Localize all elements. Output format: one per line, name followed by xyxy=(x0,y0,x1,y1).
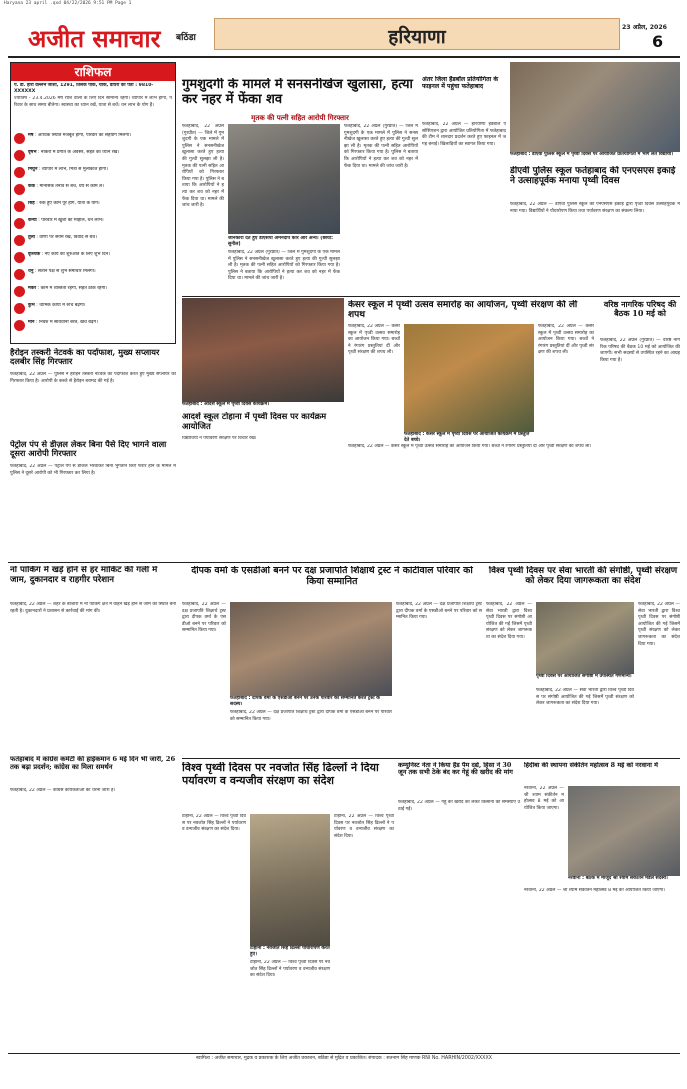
print-header: Haryana 23 april .qxd 04/22/2026 9:51 PM Page 1 xyxy=(4,1,132,6)
sign-text: काम में व्यस्तता रहेगी, सेहत ठीक रहेगी। xyxy=(40,286,107,291)
headline-senior-citizens: वरिष्ठ नागरिक परिषद की बैठक 10 मई को xyxy=(603,300,677,319)
article-body: फतेहाबाद, 22 अप्रैल — पुलिस ने हैरोइन तस्करी नेटवर्क का पर्दाफाश करते हुए मुख्य सप्लायर को गिरफ्तार किया है। आरोपी के कब्जे से हैरोइन बरामद की गई है। xyxy=(10,372,176,384)
headline-seva-bharati: विश्व पृथ्वी दिवस पर सेवा भारती की संगोष्ठी, पृथ्वी संरक्षण को लेकर दिया जागरूकता का संदेश xyxy=(488,566,678,587)
headline-heroin-network: हैरोइन तस्करी नेटवर्क का पर्दाफाश, मुख्य सप्लायर दलबीर सिंह गिरफ्तार xyxy=(10,348,160,367)
rashifal-sign: सिंह : रुके हुए काम पूरे होंगे, यात्रा के योग। xyxy=(14,201,172,215)
sign-text: नौकरी में प्रगति के अवसर, सेहत का ध्यान रखें। xyxy=(40,150,120,155)
sign-text: व्यापार में लाभ, मित्रों से मुलाकात होगी। xyxy=(41,167,108,172)
masthead-date: 23 अप्रैल, 2026 xyxy=(622,24,667,31)
footer-imprint: स्वामित्व : अजीत समाचार, मुद्रक व प्रकाशक के लिए अजीत प्रकाशन, बठिंडा से मुद्रित व प्रकाशित। संपादक : सतनाम सिंह माणक RNI No. HARHIN/2002/XXXXX xyxy=(195,1056,493,1061)
zodiac-sign-icon xyxy=(14,167,25,178)
rashifal-title: राशिफल xyxy=(11,63,175,81)
sign-name: धनु xyxy=(28,269,34,274)
zodiac-sign-icon xyxy=(14,286,25,297)
page-number: 6 xyxy=(652,32,664,51)
article-body: फतेहाबाद, 22 अप्रैल — सेवा भारती द्वारा विश्व पृथ्वी दिवस पर संगोष्ठी आयोजित की गई जिसमें पृथ्वी संरक्षण को लेकर जागरूकता का संदेश दिया गया। xyxy=(536,688,634,707)
photo-deepak-verma xyxy=(230,602,392,696)
article-body: फतेहाबाद, 22 अप्रैल — दक्ष प्रजापति शिक्षार्थ ट्रस्ट द्वारा दीपक वर्मा के एसडीओ बनने पर परिवार को सम्मानित किया गया। xyxy=(230,710,392,722)
zodiac-sign-icon xyxy=(14,252,25,263)
rashifal-sign: मेष : आर्थिक स्थिति मजबूत होगी, परिवार का सहयोग मिलेगा। xyxy=(14,133,172,147)
sign-text: रुके हुए काम पूरे होंगे, यात्रा के योग। xyxy=(39,201,100,206)
subhead-murder-case: मृतक की पत्नी सहित आरोपी गिरफ्तार xyxy=(251,114,349,122)
caption-adarsh-school: फतेहाबाद : आदर्श स्कूल में पृथ्वी दिवस कार्यक्रम। xyxy=(182,402,270,407)
headline-deepak-verma: दीपक वर्मा के एसडीओ बनने पर दक्ष प्रजापति शिक्षार्थ ट्रस्ट ने कांटीवाल परिवार को किया सम्मानित xyxy=(191,566,473,587)
rashifal-sign: तुला : वाणी पर संयम रखें, विवाद से बचें। xyxy=(14,235,172,249)
article-body: फतेहाबाद, 22 अप्रैल (गुरप्रीत) — जिले में गुमशुदगी के एक मामले में पुलिस ने सनसनीखेज खुलासा करते हुए हत्या की गुत्थी सुलझा ली है। मृतक की पत्नी सहित आरोपियों को गिरफ्तार किया गया है। पुलिस ने बताया कि आरोपियों ने हत्या कर शव को नहर में फेंक दिया था। मामले की जांच जारी है। xyxy=(228,250,340,282)
masthead-edition: बठिंडा xyxy=(176,33,196,43)
sign-name: कर्क xyxy=(28,184,36,189)
sign-name: वृश्चिक xyxy=(28,252,41,257)
photo-navjot-dhillon xyxy=(250,814,330,946)
sign-text: धार्मिक कार्यों में रुचि बढ़ेगी। xyxy=(39,303,86,308)
article-body: फतेहाबाद, 22 अप्रैल — केसर स्कूल में पृथ्वी उत्सव समारोह का आयोजन किया गया। बच्चों ने रंगारंग प्रस्तुतियां दीं और पृथ्वी संरक्षण की शपथ ली। xyxy=(348,324,400,356)
rashifal-subtitle: पं. डॉ. हीरा वल्लभ जोशी, 1291, तिलक पार्क, चौक, डायरी का पता : 9810-XXXXXX xyxy=(14,83,154,94)
headline-kesar-school: केसर स्कूल में पृथ्वी उत्सव समारोह का आयोजन, पृथ्वी संरक्षण की ली शपथ xyxy=(348,300,578,321)
rashifal-intro: ज्योतिष - 23.4.2026 मेष राशि वालों के लिए दिन सामान्य रहेगा। व्यापार में लाभ होगा, परिवार के साथ समय बीतेगा। स्वास्थ्य का ध्यान रखें, यात्रा से बचें। धन लाभ के योग हैं। xyxy=(14,96,172,108)
section-title: हरियाणा xyxy=(388,26,446,48)
rashifal-sign: मीन : निवेश में सावधानी बरतें, खर्च बढ़ेंगे। xyxy=(14,320,172,334)
rashifal-sign: मकर : काम में व्यस्तता रहेगी, सेहत ठीक रहेगी। xyxy=(14,286,172,300)
article-body: फतेहाबाद, 22 अप्रैल — केसर स्कूल में पृथ्वी उत्सव समारोह का आयोजन किया गया। बच्चों ने रंगारंग प्रस्तुतियां दीं और पृथ्वी संरक्षण की शपथ ली। xyxy=(348,444,592,449)
caption-navjot-dhillon: टोहाना : नवजोत सिंह ढिल्लों पौधारोपण करते हुए। xyxy=(250,946,330,957)
article-body: फतेहाबाद, 22 अप्रैल — कांग्रेस कार्यकर्ताओं का धरना जारी है। xyxy=(10,788,116,793)
sign-name: मिथुन xyxy=(28,167,38,172)
sign-text: निवेश में सावधानी बरतें, खर्च बढ़ेंगे। xyxy=(38,320,98,325)
article-body: फतेहाबाद, 22 अप्रैल — दक्ष प्रजापति शिक्षार्थ ट्रस्ट द्वारा दीपक वर्मा के एसडीओ बनने पर परिवार को सम्मानित किया गया। xyxy=(182,602,226,634)
article-body: नरवाना, 22 अप्रैल — श्री श्याम संकीर्तन महोत्सव 8 मई को आयोजित किया जाएगा। xyxy=(524,888,666,893)
sign-text: संतान पक्ष से शुभ समाचार मिलेगा। xyxy=(37,269,96,274)
caption-murder-case: जानकारी देते हुए डीएसपी अमनदीप कौर और अन्य। (छाया: सुनील) xyxy=(228,236,333,247)
caption-seva-bharati: पृथ्वी दिवस पर आयोजित संगोष्ठी में उपस्थित गणमान्य। xyxy=(536,674,632,679)
article-body: टोहाना, 22 अप्रैल — विश्व पृथ्वी दिवस पर नवजोत सिंह ढिल्लों ने पर्यावरण व वन्यजीव संरक्षण का संदेश दिया। xyxy=(182,814,246,833)
caption-dav-school: फतेहाबाद : डीएवी पुलिस स्कूल में पृथ्वी दिवस पर आयोजित प्रतियोगिता में भाग लेते विद्यार्थी। xyxy=(510,152,674,157)
rashifal-sign: वृश्चिक : नए कार्य की शुरुआत के लिए शुभ दिन। xyxy=(14,252,172,266)
article-body: फतेहाबाद, 22 अप्रैल — सेवा भारती द्वारा विश्व पृथ्वी दिवस पर संगोष्ठी आयोजित की गई जिसमें पृथ्वी संरक्षण को लेकर जागरूकता का संदेश दिया गया। xyxy=(638,602,680,647)
headline-no-parking: नो पार्किंग में खड़े होने से हर मार्किट की गली में जाम, दुकानदार व राहगीर परेशान xyxy=(10,566,158,585)
photo-adarsh-school xyxy=(182,298,344,402)
rashifal-sign: वृषभ : नौकरी में प्रगति के अवसर, सेहत का ध्यान रखें। xyxy=(14,150,172,164)
sign-name: मीन xyxy=(28,320,35,325)
headline-adarsh-school: आदर्श स्कूल टोहाना में पृथ्वी दिवस पर कार्यक्रम आयोजित xyxy=(182,412,327,431)
photo-dav-school xyxy=(510,62,680,152)
headline-murder-case: गुमशुदगी के मामले में सनसनीखेज खुलासा, हत्या कर नहर में फेंका शव xyxy=(182,78,413,107)
zodiac-sign-icon xyxy=(14,320,25,331)
headline-narwana-sankirtan: हिंदीबा की स्थापना संकीर्तन महोत्सव 8 मई को नरवाना में xyxy=(524,762,658,769)
zodiac-sign-icon xyxy=(14,184,25,195)
caption-kesar-school: फतेहाबाद : केसर स्कूल में पृथ्वी दिवस पर आयोजित कार्यक्रम में प्रस्तुति देते बच्चे। xyxy=(404,432,530,443)
article-body: फतेहाबाद, 22 अप्रैल — दक्ष प्रजापति शिक्षार्थ ट्रस्ट द्वारा दीपक वर्मा के एसडीओ बनने पर परिवार को सम्मानित किया गया। xyxy=(396,602,482,621)
article-body: फतेहाबाद, 22 अप्रैल — डीएवी पुलिस स्कूल की एनएसएस इकाई द्वारा पृथ्वी दिवस उत्साहपूर्वक मनाया गया। विद्यार्थियों ने पौधारोपण किया तथा पर्यावरण संरक्षण का संकल्प लिया। xyxy=(510,202,680,214)
sign-name: तुला xyxy=(28,235,35,240)
zodiac-sign-icon xyxy=(14,218,25,229)
zodiac-sign-icon xyxy=(14,269,25,280)
photo-narwana-sankirtan xyxy=(568,786,680,876)
zodiac-sign-icon xyxy=(14,201,25,212)
article-body: फतेहाबाद, 22 अप्रैल — शहर के बाजारों में नो पार्किंग क्षेत्र में वाहन खड़े होने से जाम की स्थिति बनी रहती है। दुकानदारों ने प्रशासन से कार्रवाई की मांग की। xyxy=(10,602,176,614)
sign-text: मानसिक तनाव से बचें, धैर्य से काम लें। xyxy=(39,184,104,189)
rashifal-sign: कुंभ : धार्मिक कार्यों में रुचि बढ़ेगी। xyxy=(14,303,172,317)
headline-handball: अंतर जिला हैंडबॉल प्रतियोगिता के फाइनल में पहुंचा फतेहाबाद xyxy=(422,76,499,91)
rashifal-sign: कन्या : परिवार में खुशी का माहौल, धन लाभ। xyxy=(14,218,172,232)
headline-wheat-purchase: कम्युनिस्ट नेता ने किया हैंड पैम दर्द्य, हिंसा ने 30 जून तक सभी ठेके बंद कर गेहूं की खरीद की मांग xyxy=(398,762,513,777)
zodiac-sign-icon xyxy=(14,150,25,161)
zodiac-sign-icon xyxy=(14,133,25,144)
caption-deepak-verma: फतेहाबाद : दीपक वर्मा के एसडीओ बनने पर उनके परिवार को सम्मानित करते ट्रस्ट के सदस्य। xyxy=(230,696,380,707)
headline-petrol-pump: पेट्रोल पंप से डीज़ल लेकर बिना पैसे दिए भागने वाला दूसरा आरोपी गिरफ्तार xyxy=(10,440,167,459)
headline-dav-school: डीएवी पुलिस स्कूल फतेहाबाद की एनएसएस इकाई ने उत्साहपूर्वक मनाया पृथ्वी दिवस xyxy=(510,166,676,187)
article-body: फतेहाबाद, 22 अप्रैल (गुरप्रीत) — जिले में गुमशुदगी के एक मामले में पुलिस ने सनसनीखेज खुलासा करते हुए हत्या की गुत्थी सुलझा ली है। मृतक की पत्नी सहित आरोपियों को गिरफ्तार किया गया है। पुलिस ने बताया कि आरोपियों ने हत्या कर शव को नहर में फेंक दिया था। मामले की जांच जारी है। xyxy=(182,124,224,209)
article-body: फतेहाबाद, 22 अप्रैल — केसर स्कूल में पृथ्वी उत्सव समारोह का आयोजन किया गया। बच्चों ने रंगारंग प्रस्तुतियां दीं और पृथ्वी संरक्षण की शपथ ली। xyxy=(538,324,594,356)
sign-text: आर्थिक स्थिति मजबूत होगी, परिवार का सहयोग मिलेगा। xyxy=(37,133,131,138)
article-body: टोहाना, 22 अप्रैल — विश्व पृथ्वी दिवस पर नवजोत सिंह ढिल्लों ने पर्यावरण व वन्यजीव संरक्षण का संदेश दिया। xyxy=(334,814,394,839)
sign-name: मकर xyxy=(28,286,37,291)
rashifal-box xyxy=(10,62,176,344)
sign-name: मेष xyxy=(28,133,34,138)
sign-name: वृषभ xyxy=(28,150,37,155)
headline-navjot-dhillon: विश्व पृथ्वी दिवस पर नवजोत सिंह ढिल्लों ने दिया पर्यावरण व वन्यजीव संरक्षण का संदेश xyxy=(182,762,379,787)
masthead xyxy=(8,10,680,58)
article-body: फतेहाबाद, 22 अप्रैल — गेहूं की खरीद को लेकर किसानों की समस्याएं उठाई गईं। xyxy=(398,800,520,812)
masthead-title: अजीत समाचार xyxy=(28,24,161,53)
article-body: विद्यार्थियों ने पर्यावरण संरक्षण पर विचार रखे। xyxy=(182,436,257,441)
sign-text: नए कार्य की शुरुआत के लिए शुभ दिन। xyxy=(44,252,110,257)
rashifal-sign: धनु : संतान पक्ष से शुभ समाचार मिलेगा। xyxy=(14,269,172,283)
article-body: फतेहाबाद, 22 अप्रैल — पेट्रोल पंप से डीजल भरवाकर बिना भुगतान किए फरार होने के मामले में पुलिस ने दूसरे आरोपी को भी गिरफ्तार कर लिया है। xyxy=(10,464,176,476)
caption-narwana-sankirtan: नरवाना : बैठक में मौजूद श्री श्याम संकीर्तन मंडल सदस्य। xyxy=(568,876,668,881)
article-body: फतेहाबाद, 22 अप्रैल (गुरप्रीत) — वरिष्ठ नागरिक परिषद की बैठक 10 मई को आयोजित की जाएगी। सभी सदस्यों से उपस्थित रहने का आग्रह किया गया है। xyxy=(600,338,680,363)
photo-murder-case xyxy=(228,124,340,234)
zodiac-sign-icon xyxy=(14,303,25,314)
photo-kesar-school xyxy=(404,324,534,432)
sign-name: सिंह xyxy=(28,201,35,206)
rashifal-sign: कर्क : मानसिक तनाव से बचें, धैर्य से काम लें। xyxy=(14,184,172,198)
rashifal-sign-list xyxy=(14,133,172,341)
article-body: नरवाना, 22 अप्रैल — श्री श्याम संकीर्तन महोत्सव 8 मई को आयोजित किया जाएगा। xyxy=(524,786,564,811)
article-body: फतेहाबाद, 22 अप्रैल — सेवा भारती द्वारा विश्व पृथ्वी दिवस पर संगोष्ठी आयोजित की गई जिसमें पृथ्वी संरक्षण को लेकर जागरूकता का संदेश दिया गया। xyxy=(486,602,532,640)
zodiac-sign-icon xyxy=(14,235,25,246)
article-body: टोहाना, 22 अप्रैल — विश्व पृथ्वी दिवस पर नवजोत सिंह ढिल्लों ने पर्यावरण व वन्यजीव संरक्षण का संदेश दिया। xyxy=(250,960,330,979)
article-body: फतेहाबाद, 22 अप्रैल (गुरप्रीत) — जिले में गुमशुदगी के एक मामले में पुलिस ने सनसनीखेज खुलासा करते हुए हत्या की गुत्थी सुलझा ली है। मृतक की पत्नी सहित आरोपियों को गिरफ्तार किया गया है। पुलिस ने बताया कि आरोपियों ने हत्या कर शव को नहर में फेंक दिया था। मामले की जांच जारी है। xyxy=(344,124,418,169)
sign-name: कुंभ xyxy=(28,303,35,308)
sign-text: परिवार में खुशी का माहौल, धन लाभ। xyxy=(41,218,104,223)
headline-congress: फतेहाबाद में कांग्रेस कमेटी की हाईकमान 6 मई दिन भी जारी, 26 तक बढ़ा प्रदर्शन; कांग्रेस का मिला समर्थन xyxy=(10,756,176,771)
photo-seva-bharati xyxy=(536,602,634,674)
sign-name: कन्या xyxy=(28,218,37,223)
rashifal-sign: मिथुन : व्यापार में लाभ, मित्रों से मुलाकात होगी। xyxy=(14,167,172,181)
article-body: फतेहाबाद, 22 अप्रैल — हरियाणा हैंडबॉल एसोसिएशन द्वारा आयोजित प्रतियोगिता में फतेहाबाद की टीम ने शानदार प्रदर्शन करते हुए फाइनल में जगह बनाई। खिलाड़ियों का स्वागत किया गया। xyxy=(422,122,506,147)
section-banner xyxy=(214,18,620,50)
sign-text: वाणी पर संयम रखें, विवाद से बचें। xyxy=(39,235,97,240)
